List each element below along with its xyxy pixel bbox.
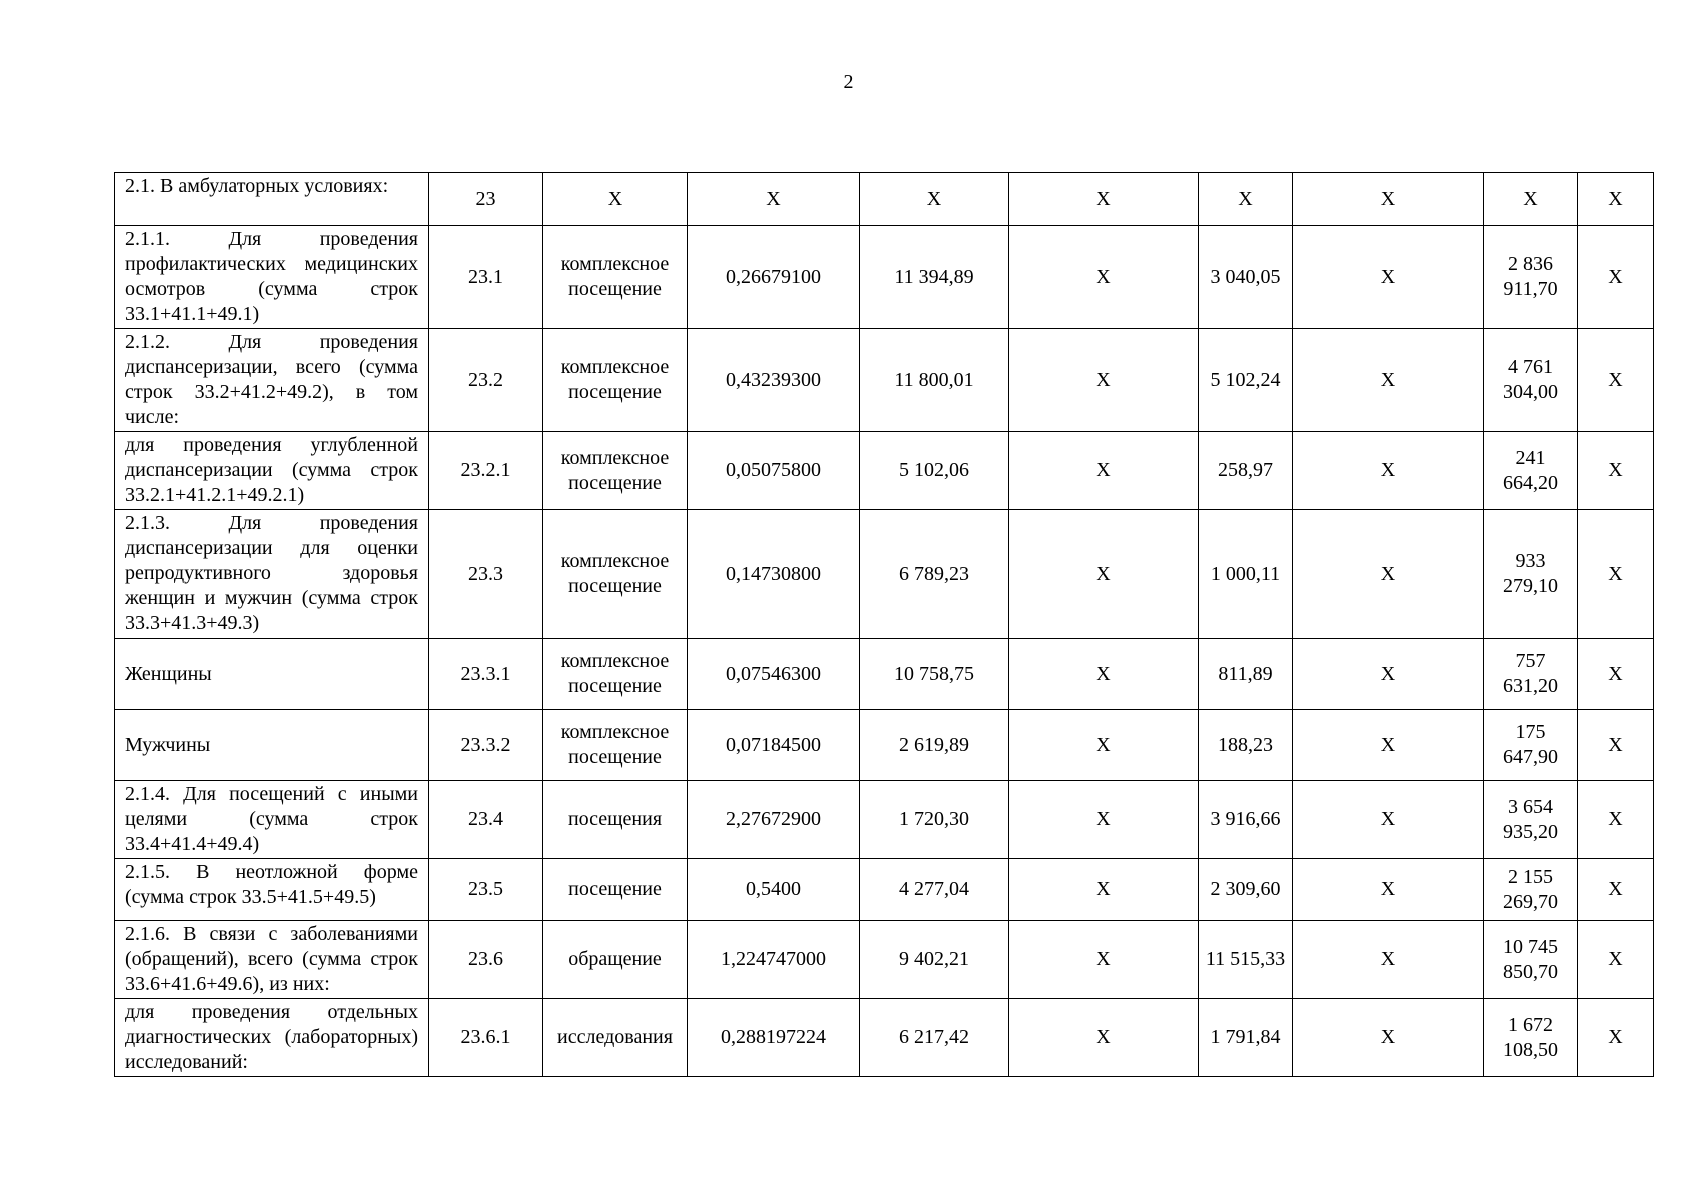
row-unit: обращение: [543, 921, 688, 999]
table-row: [115, 173, 1654, 226]
row-col8: Х: [1293, 999, 1484, 1077]
row-name: 2.1.6. В связи с заболеваниями (обращений), всего (сумма строк 33.6+41.6+49.6), из них:: [115, 921, 429, 999]
row-col6: Х: [1009, 710, 1199, 781]
row-total: 3 654 935,20: [1484, 781, 1578, 859]
row-total: 1 672 108,50: [1484, 999, 1578, 1077]
row-norm: 0,07546300: [688, 639, 860, 710]
row-cost: 9 402,21: [860, 921, 1009, 999]
row-col6: Х: [1009, 226, 1199, 329]
row-name: 2.1.5. В неотложной форме (сумма строк 33.5+41.5+49.5): [115, 859, 429, 921]
table-row: [115, 859, 1654, 921]
row-total: 2 155 269,70: [1484, 859, 1578, 921]
row-per-capita: 1 791,84: [1199, 999, 1293, 1077]
row-per-capita: 811,89: [1199, 639, 1293, 710]
row-unit: комплексное посещение: [543, 639, 688, 710]
row-col10: Х: [1578, 432, 1654, 510]
row-name: 2.1.3. Для проведения диспансеризации для оценки репродуктивного здоровья женщин и мужчин (сумма строк 33.3+41.3+49.3): [115, 510, 429, 639]
table-row: [115, 226, 1654, 329]
row-norm: 0,5400: [688, 859, 860, 921]
row-norm: Х: [688, 173, 860, 226]
row-norm: 0,05075800: [688, 432, 860, 510]
row-col6: Х: [1009, 859, 1199, 921]
row-col6: Х: [1009, 639, 1199, 710]
row-total: 241 664,20: [1484, 432, 1578, 510]
row-cost: 6 217,42: [860, 999, 1009, 1077]
row-cost: 10 758,75: [860, 639, 1009, 710]
row-unit: посещение: [543, 859, 688, 921]
row-code: 23.3.2: [429, 710, 543, 781]
row-col10: Х: [1578, 710, 1654, 781]
data-table: [114, 172, 1654, 1077]
row-col10: Х: [1578, 173, 1654, 226]
row-code: 23.3: [429, 510, 543, 639]
row-col8: Х: [1293, 510, 1484, 639]
row-col10: Х: [1578, 510, 1654, 639]
row-total: 933 279,10: [1484, 510, 1578, 639]
row-name: 2.1.1. Для проведения профилактических медицинских осмотров (сумма строк 33.1+41.1+49.1): [115, 226, 429, 329]
row-per-capita: 1 000,11: [1199, 510, 1293, 639]
row-unit: Х: [543, 173, 688, 226]
row-code: 23: [429, 173, 543, 226]
row-per-capita: 3 040,05: [1199, 226, 1293, 329]
row-norm: 2,27672900: [688, 781, 860, 859]
row-code: 23.6: [429, 921, 543, 999]
row-cost: Х: [860, 173, 1009, 226]
row-col6: Х: [1009, 921, 1199, 999]
row-col6: Х: [1009, 329, 1199, 432]
row-per-capita: 5 102,24: [1199, 329, 1293, 432]
row-cost: 5 102,06: [860, 432, 1009, 510]
row-unit: исследования: [543, 999, 688, 1077]
row-norm: 0,14730800: [688, 510, 860, 639]
table-row: [115, 781, 1654, 859]
row-col8: Х: [1293, 639, 1484, 710]
row-col6: Х: [1009, 999, 1199, 1077]
row-col8: Х: [1293, 710, 1484, 781]
row-cost: 11 800,01: [860, 329, 1009, 432]
row-name: для проведения углубленной диспансеризации (сумма строк 33.2.1+41.2.1+49.2.1): [115, 432, 429, 510]
row-col10: Х: [1578, 329, 1654, 432]
row-name: 2.1. В амбулаторных условиях:: [115, 173, 429, 226]
row-cost: 11 394,89: [860, 226, 1009, 329]
row-col8: Х: [1293, 921, 1484, 999]
row-unit: комплексное посещение: [543, 226, 688, 329]
row-col8: Х: [1293, 432, 1484, 510]
row-total: Х: [1484, 173, 1578, 226]
row-total: 175 647,90: [1484, 710, 1578, 781]
row-code: 23.2: [429, 329, 543, 432]
row-code: 23.3.1: [429, 639, 543, 710]
row-norm: 1,224747000: [688, 921, 860, 999]
row-code: 23.5: [429, 859, 543, 921]
row-col10: Х: [1578, 781, 1654, 859]
row-col6: Х: [1009, 781, 1199, 859]
row-unit: комплексное посещение: [543, 510, 688, 639]
row-col6: Х: [1009, 510, 1199, 639]
row-name: 2.1.2. Для проведения диспансеризации, всего (сумма строк 33.2+41.2+49.2), в том числе:: [115, 329, 429, 432]
page-number: 2: [843, 71, 854, 93]
row-unit: комплексное посещение: [543, 432, 688, 510]
row-norm: 0,288197224: [688, 999, 860, 1077]
row-unit: комплексное посещение: [543, 329, 688, 432]
row-per-capita: 3 916,66: [1199, 781, 1293, 859]
row-total: 10 745 850,70: [1484, 921, 1578, 999]
table-row: [115, 639, 1654, 710]
row-cost: 4 277,04: [860, 859, 1009, 921]
row-col10: Х: [1578, 999, 1654, 1077]
table-row: [115, 510, 1654, 639]
row-code: 23.2.1: [429, 432, 543, 510]
row-total: 4 761 304,00: [1484, 329, 1578, 432]
row-col8: Х: [1293, 859, 1484, 921]
table-row: [115, 710, 1654, 781]
row-cost: 6 789,23: [860, 510, 1009, 639]
row-code: 23.1: [429, 226, 543, 329]
table-row: [115, 921, 1654, 999]
row-col10: Х: [1578, 226, 1654, 329]
row-code: 23.6.1: [429, 999, 543, 1077]
row-name: Женщины: [115, 639, 429, 710]
table-row: [115, 329, 1654, 432]
row-col8: Х: [1293, 329, 1484, 432]
row-name: 2.1.4. Для посещений с иными целями (сумма строк 33.4+41.4+49.4): [115, 781, 429, 859]
row-name: Мужчины: [115, 710, 429, 781]
row-col6: Х: [1009, 173, 1199, 226]
row-unit: комплексное посещение: [543, 710, 688, 781]
row-total: 2 836 911,70: [1484, 226, 1578, 329]
row-cost: 1 720,30: [860, 781, 1009, 859]
row-cost: 2 619,89: [860, 710, 1009, 781]
row-per-capita: Х: [1199, 173, 1293, 226]
table-body: [115, 173, 1654, 1077]
row-per-capita: 258,97: [1199, 432, 1293, 510]
row-unit: посещения: [543, 781, 688, 859]
row-col10: Х: [1578, 859, 1654, 921]
row-col8: Х: [1293, 781, 1484, 859]
table-row: [115, 999, 1654, 1077]
row-col6: Х: [1009, 432, 1199, 510]
row-col8: Х: [1293, 226, 1484, 329]
row-norm: 0,26679100: [688, 226, 860, 329]
row-norm: 0,43239300: [688, 329, 860, 432]
row-per-capita: 2 309,60: [1199, 859, 1293, 921]
row-per-capita: 11 515,33: [1199, 921, 1293, 999]
row-per-capita: 188,23: [1199, 710, 1293, 781]
table-row: [115, 432, 1654, 510]
row-col10: Х: [1578, 921, 1654, 999]
row-name: для проведения отдельных диагностических (лабораторных) исследований:: [115, 999, 429, 1077]
row-total: 757 631,20: [1484, 639, 1578, 710]
row-col10: Х: [1578, 639, 1654, 710]
row-code: 23.4: [429, 781, 543, 859]
row-norm: 0,07184500: [688, 710, 860, 781]
row-col8: Х: [1293, 173, 1484, 226]
